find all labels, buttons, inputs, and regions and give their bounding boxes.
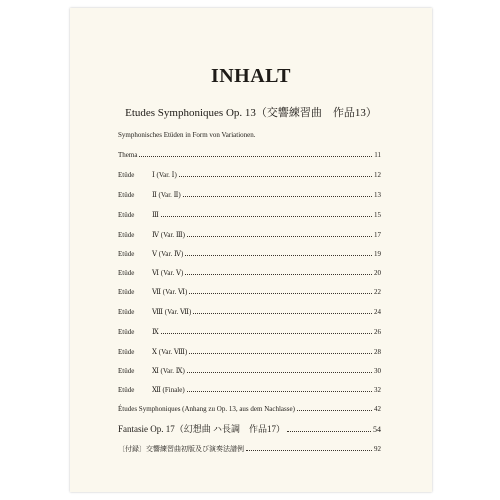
toc-row-etude (118, 367, 381, 376)
dot-leader (139, 155, 372, 157)
toc-page-number: 11 (374, 151, 381, 159)
toc-entry-label: Etüde (118, 308, 135, 316)
toc-row-thema (118, 151, 381, 160)
toc-page-number: 17 (374, 231, 381, 239)
dot-leader (187, 390, 372, 392)
toc-row-appendix (118, 445, 381, 454)
toc-entry-variation: Ⅷ (Var. Ⅶ) (152, 308, 192, 316)
toc-row-etude (118, 348, 381, 357)
dot-leader (161, 215, 372, 217)
toc-row-etude (118, 191, 381, 200)
toc-page-number: 20 (374, 269, 381, 277)
toc-entry-label: Etüde (118, 288, 135, 296)
dot-leader (187, 371, 372, 373)
toc-entry-label: Etüde (118, 231, 135, 239)
dot-leader (179, 175, 372, 177)
dot-leader (161, 332, 372, 334)
toc-entry-label: Etüde (118, 328, 135, 336)
toc-row-etude (118, 211, 381, 220)
toc-row-fantasie (118, 425, 381, 434)
toc-page-number: 19 (374, 250, 381, 258)
toc-row-etude (118, 269, 381, 278)
toc-entry-label: Etüde (118, 348, 135, 356)
toc-entry-variation: Ⅹ (Var. Ⅷ) (152, 348, 188, 356)
toc-page-number: 42 (374, 405, 381, 413)
toc-entry-label: Thema (118, 151, 138, 159)
toc-page-number: 12 (374, 171, 381, 179)
toc-entry-variation: Ⅶ (Var. Ⅵ) (152, 288, 188, 296)
toc-entry-label: Etüde (118, 269, 135, 277)
dot-leader (183, 195, 372, 197)
toc-page-number: 30 (374, 367, 381, 375)
section-subtitle: Symphonisches Etüden in Form von Variationen. (118, 131, 256, 139)
toc-row-etude (118, 231, 381, 240)
toc-entry-variation: Ⅱ (Var. Ⅱ) (152, 191, 181, 199)
dot-leader (189, 352, 372, 354)
dot-leader (246, 449, 372, 451)
toc-entry-label: Fantasie Op. 17（幻想曲 ハ長調 作品17） (118, 424, 285, 434)
toc-page-number: 54 (373, 425, 381, 434)
toc-row-anhang (118, 405, 381, 414)
toc-entry-variation: Ⅺ (Var. Ⅸ) (152, 367, 185, 375)
toc-entry-label: 〔付録〕交響練習曲初版及び演奏法譜例 (118, 445, 244, 453)
toc-entry-label: Etüde (118, 211, 135, 219)
toc-entry-label: Etüde (118, 386, 135, 394)
toc-page-number: 13 (374, 191, 381, 199)
toc-entry-label: Etüde (118, 191, 135, 199)
toc-row-etude (118, 171, 381, 180)
toc-entry-variation: Ⅻ (Finale) (152, 386, 185, 394)
toc-page-number: 32 (374, 386, 381, 394)
toc-page-number: 26 (374, 328, 381, 336)
dot-leader (297, 409, 372, 411)
toc-row-etude (118, 250, 381, 259)
section-title: Etudes Symphoniques Op. 13（交響練習曲 作品13） (125, 107, 377, 119)
toc-row-etude (118, 386, 381, 395)
toc-entry-variation: Ⅴ (Var. Ⅳ) (152, 250, 184, 258)
dot-leader (287, 430, 371, 432)
toc-entry-variation: Ⅰ (Var. Ⅰ) (152, 171, 177, 179)
toc-page-number: 15 (374, 211, 381, 219)
toc-entry-label: Etüde (118, 250, 135, 258)
page-title: INHALT (210, 65, 292, 87)
toc-entry-label: Études Symphoniques (Anhang zu Op. 13, aus dem Nachlasse) (118, 405, 295, 413)
toc-entry-variation: Ⅸ (152, 328, 159, 336)
dot-leader (187, 235, 372, 237)
book-page (70, 8, 432, 492)
dot-leader (185, 254, 372, 256)
toc-page-number: 24 (374, 308, 381, 316)
dot-leader (193, 312, 372, 314)
toc-entry-label: Etüde (118, 367, 135, 375)
toc-page-number: 28 (374, 348, 381, 356)
toc-entry-variation: Ⅲ (152, 211, 159, 219)
toc-entry-variation: Ⅵ (Var. Ⅴ) (152, 269, 184, 277)
toc-row-etude (118, 328, 381, 337)
toc-page-number: 22 (374, 288, 381, 296)
dot-leader (185, 273, 372, 275)
dot-leader (189, 292, 372, 294)
toc-entry-variation: Ⅳ (Var. Ⅲ) (152, 231, 185, 239)
toc-row-etude (118, 308, 381, 317)
toc-entry-label: Etüde (118, 171, 135, 179)
toc-page-number: 92 (374, 445, 381, 453)
toc-row-etude (118, 288, 381, 297)
